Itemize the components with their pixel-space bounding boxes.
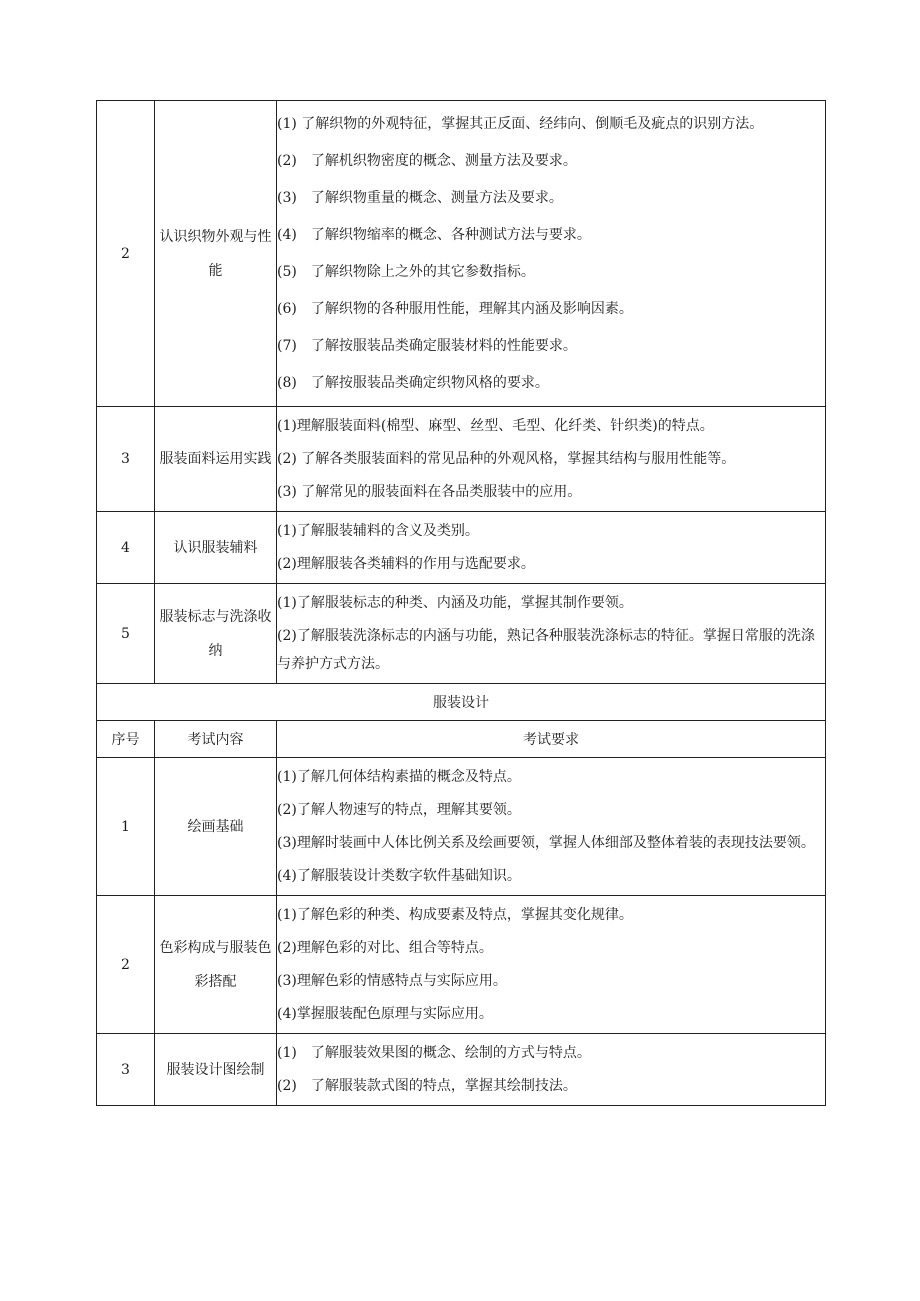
exam-requirement-cell: [277, 1034, 826, 1106]
requirement-item: (1)理解服装面料(棉型、麻型、丝型、毛型、化纤类、针织类)的特点。: [277, 418, 714, 434]
requirement-item: (3)理解色彩的情感特点与实际应用。: [277, 973, 507, 989]
requirement-item: (3) 了解织物重量的概念、测量方法及要求。: [277, 190, 563, 206]
row-number: 1: [97, 758, 155, 896]
exam-content-cell: 认识织物外观与性能: [155, 101, 277, 407]
exam-content-cell: 色彩构成与服装色彩搭配: [155, 896, 277, 1034]
requirement-item: (8) 了解按服装品类确定织物风格的要求。: [277, 375, 549, 391]
syllabus-table: [96, 100, 826, 1106]
requirement-item: (2)了解人物速写的特点，理解其要领。: [277, 802, 521, 818]
column-header-content: 考试内容: [155, 721, 277, 758]
table-row: [97, 512, 826, 584]
requirement-item: (5) 了解织物除上之外的其它参数指标。: [277, 264, 535, 280]
requirement-item: (3)理解时装画中人体比例关系及绘画要领，掌握人体细部及整体着装的表现技法要领。: [277, 835, 815, 851]
requirement-item: (2)了解服装洗涤标志的内涵与功能，熟记各种服装洗涤标志的特征。掌握日常服的洗涤与养护方式方法。: [277, 628, 815, 672]
table-row: [97, 101, 826, 407]
row-number: 4: [97, 512, 155, 584]
requirement-item: (1) 了解服装效果图的概念、绘制的方式与特点。: [277, 1045, 591, 1061]
table-row: [97, 407, 826, 512]
requirement-item: (2) 了解机织物密度的概念、测量方法及要求。: [277, 153, 577, 169]
section-title: 服装设计: [97, 684, 826, 721]
exam-requirement-cell: [277, 584, 826, 684]
requirement-item: (1)了解色彩的种类、构成要素及特点，掌握其变化规律。: [277, 907, 633, 923]
row-number: 3: [97, 1034, 155, 1106]
row-number: 2: [97, 101, 155, 407]
header-row: [97, 721, 826, 758]
exam-requirement-cell: [277, 896, 826, 1034]
requirement-item: (4)了解服装设计类数字软件基础知识。: [277, 868, 521, 884]
exam-content-cell: 服装设计图绘制: [155, 1034, 277, 1106]
exam-content-cell: 服装面料运用实践: [155, 407, 277, 512]
column-header-number: 序号: [97, 721, 155, 758]
table-row: [97, 584, 826, 684]
exam-content-cell: 绘画基础: [155, 758, 277, 896]
exam-requirement-cell: [277, 101, 826, 407]
requirement-item: (2) 了解各类服装面料的常见品种的外观风格，掌握其结构与服用性能等。: [277, 451, 736, 467]
exam-requirement-cell: [277, 512, 826, 584]
requirement-item: (1)了解几何体结构素描的概念及特点。: [277, 769, 521, 785]
requirement-item: (2)理解服装各类辅料的作用与选配要求。: [277, 556, 535, 572]
requirement-item: (2) 了解服装款式图的特点，掌握其绘制技法。: [277, 1078, 577, 1094]
requirement-item: (1) 了解织物的外观特征，掌握其正反面、经纬向、倒顺毛及疵点的识别方法。: [277, 116, 764, 132]
table-row: [97, 1034, 826, 1106]
requirement-item: (7) 了解按服装品类确定服装材料的性能要求。: [277, 338, 577, 354]
column-header-requirement: 考试要求: [277, 721, 826, 758]
exam-content-cell: 服装标志与洗涤收纳: [155, 584, 277, 684]
section-title-row: [97, 684, 826, 721]
requirement-item: (3) 了解常见的服装面料在各品类服装中的应用。: [277, 484, 582, 500]
table-row: [97, 896, 826, 1034]
requirement-item: (4)掌握服装配色原理与实际应用。: [277, 1006, 493, 1022]
exam-requirement-cell: [277, 407, 826, 512]
requirement-item: (1)了解服装标志的种类、内涵及功能，掌握其制作要领。: [277, 595, 633, 611]
row-number: 3: [97, 407, 155, 512]
requirement-item: (2)理解色彩的对比、组合等特点。: [277, 940, 493, 956]
requirement-item: (4) 了解织物缩率的概念、各种测试方法与要求。: [277, 227, 591, 243]
row-number: 5: [97, 584, 155, 684]
exam-content-cell: 认识服装辅料: [155, 512, 277, 584]
row-number: 2: [97, 896, 155, 1034]
exam-requirement-cell: [277, 758, 826, 896]
requirement-item: (6) 了解织物的各种服用性能，理解其内涵及影响因素。: [277, 301, 633, 317]
requirement-item: (1)了解服装辅料的含义及类别。: [277, 523, 479, 539]
table-row: [97, 758, 826, 896]
